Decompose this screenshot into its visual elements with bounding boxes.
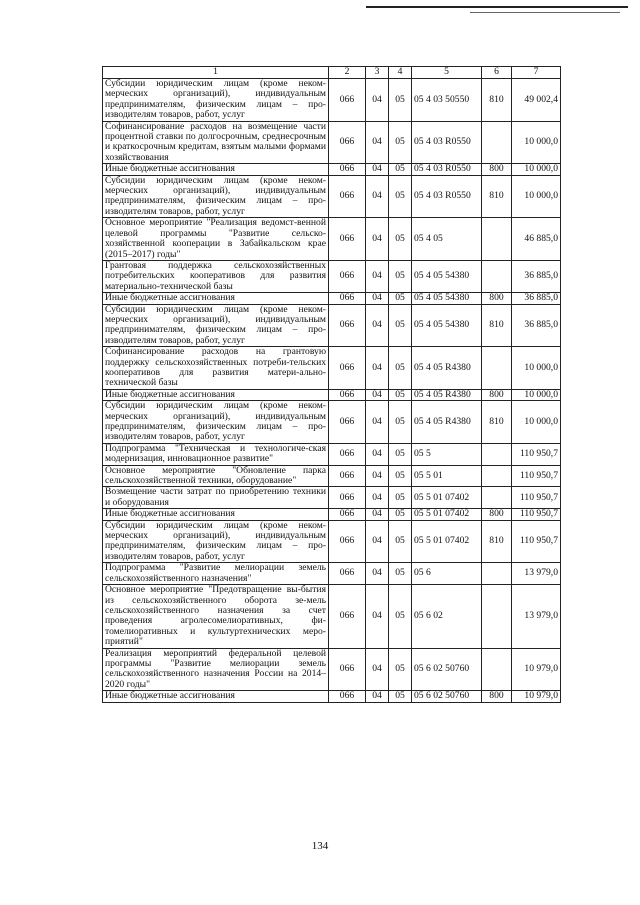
row-expense-type — [482, 648, 512, 691]
row-amount: 10 000,0 — [512, 164, 561, 175]
row-section: 04 — [366, 585, 389, 648]
row-ministry-code: 066 — [329, 389, 366, 400]
header-col-7: 7 — [512, 67, 561, 79]
row-ministry-code: 066 — [329, 347, 366, 390]
row-target-article: 05 5 01 07402 — [412, 509, 482, 520]
row-expense-type: 810 — [482, 304, 512, 347]
row-name: Реализация мероприятий федеральной целевой программы "Развитие мелиорации земель сельскохозяйственного назначения России на 2014–2020 годы" — [103, 648, 329, 691]
table-row — [103, 563, 561, 585]
row-target-article: 05 4 03 R0550 — [412, 175, 482, 218]
row-expense-type: 810 — [482, 401, 512, 444]
row-subsection: 05 — [389, 509, 412, 520]
row-target-article: 05 4 03 R0550 — [412, 164, 482, 175]
row-target-article: 05 5 01 07402 — [412, 520, 482, 563]
row-amount: 10 000,0 — [512, 347, 561, 390]
table-row — [103, 164, 561, 175]
table-row — [103, 691, 561, 702]
table-row — [103, 218, 561, 261]
row-amount: 10 000,0 — [512, 175, 561, 218]
row-ministry-code: 066 — [329, 175, 366, 218]
row-section: 04 — [366, 79, 389, 122]
header-col-1: 1 — [103, 67, 329, 79]
row-target-article: 05 4 05 R4380 — [412, 401, 482, 444]
row-subsection: 05 — [389, 648, 412, 691]
row-target-article: 05 4 05 R4380 — [412, 389, 482, 400]
row-expense-type: 800 — [482, 389, 512, 400]
row-name: Иные бюджетные ассигнования — [103, 293, 329, 304]
header-row — [103, 67, 561, 79]
row-section: 04 — [366, 218, 389, 261]
row-name: Грантовая поддержка сельскохозяйственных потребительских кооперативов для развития материально-технической базы — [103, 260, 329, 292]
row-amount: 110 950,7 — [512, 465, 561, 487]
table-row — [103, 648, 561, 691]
row-subsection: 05 — [389, 520, 412, 563]
row-expense-type: 810 — [482, 520, 512, 563]
row-ministry-code: 066 — [329, 487, 366, 509]
row-section: 04 — [366, 443, 389, 465]
row-ministry-code: 066 — [329, 79, 366, 122]
budget-table — [102, 66, 561, 703]
row-target-article: 05 5 01 07402 — [412, 487, 482, 509]
row-target-article: 05 4 05 54380 — [412, 293, 482, 304]
row-amount: 10 979,0 — [512, 648, 561, 691]
row-subsection: 05 — [389, 563, 412, 585]
row-subsection: 05 — [389, 691, 412, 702]
row-section: 04 — [366, 563, 389, 585]
header-col-5: 5 — [412, 67, 482, 79]
row-name: Подпрограмма "Техническая и технологиче-ская модернизация, инновационное развитие" — [103, 443, 329, 465]
row-ministry-code: 066 — [329, 121, 366, 164]
table-row — [103, 293, 561, 304]
row-target-article: 05 6 02 50760 — [412, 648, 482, 691]
row-name: Основное мероприятие "Реализация ведомст-венной целевой программы "Развитие сельско-хозяйственной кооперации в Забайкальском крае (2015–2017) годы" — [103, 218, 329, 261]
row-ministry-code: 066 — [329, 164, 366, 175]
row-section: 04 — [366, 389, 389, 400]
header-col-4: 4 — [389, 67, 412, 79]
row-expense-type — [482, 443, 512, 465]
row-section: 04 — [366, 465, 389, 487]
row-name: Субсидии юридическим лицам (кроме неком-мерческих организаций), индивидуальным предпринимателям, физическим лицам – про-изводителям товаров, работ, услуг — [103, 401, 329, 444]
row-subsection: 05 — [389, 389, 412, 400]
row-ministry-code: 066 — [329, 260, 366, 292]
row-amount: 36 885,0 — [512, 304, 561, 347]
row-subsection: 05 — [389, 585, 412, 648]
row-subsection: 05 — [389, 260, 412, 292]
row-amount: 10 000,0 — [512, 389, 561, 400]
row-expense-type — [482, 487, 512, 509]
row-section: 04 — [366, 260, 389, 292]
row-ministry-code: 066 — [329, 401, 366, 444]
row-section: 04 — [366, 691, 389, 702]
row-target-article: 05 6 02 50760 — [412, 691, 482, 702]
row-subsection: 05 — [389, 465, 412, 487]
row-amount: 110 950,7 — [512, 520, 561, 563]
row-target-article: 05 4 05 54380 — [412, 260, 482, 292]
header-col-6: 6 — [482, 67, 512, 79]
row-expense-type: 810 — [482, 175, 512, 218]
row-section: 04 — [366, 293, 389, 304]
row-section: 04 — [366, 520, 389, 563]
table-row — [103, 401, 561, 444]
row-ministry-code: 066 — [329, 465, 366, 487]
row-section: 04 — [366, 121, 389, 164]
table-row — [103, 509, 561, 520]
row-amount: 10 979,0 — [512, 691, 561, 702]
row-amount: 110 950,7 — [512, 509, 561, 520]
row-name: Иные бюджетные ассигнования — [103, 691, 329, 702]
row-expense-type — [482, 465, 512, 487]
row-amount: 36 885,0 — [512, 260, 561, 292]
table-row — [103, 487, 561, 509]
row-ministry-code: 066 — [329, 648, 366, 691]
row-section: 04 — [366, 648, 389, 691]
row-section: 04 — [366, 304, 389, 347]
row-amount: 13 979,0 — [512, 585, 561, 648]
top-rule — [366, 6, 628, 8]
table-row — [103, 121, 561, 164]
row-name: Основное мероприятие "Обновление парка сельскохозяйственной техники, оборудование" — [103, 465, 329, 487]
row-ministry-code: 066 — [329, 520, 366, 563]
row-name: Основное мероприятие "Предотвращение вы-бытия из сельскохозяйственного оборота зе-мель сельскохозяйственного назначения за счет проведения агролесомелиоративных, фи-томелиоративных и культуртехнических меро-приятий" — [103, 585, 329, 648]
row-expense-type — [482, 121, 512, 164]
row-section: 04 — [366, 175, 389, 218]
header-col-2: 2 — [329, 67, 366, 79]
row-target-article: 05 4 05 R4380 — [412, 347, 482, 390]
row-amount: 10 000,0 — [512, 401, 561, 444]
row-expense-type: 810 — [482, 79, 512, 122]
row-subsection: 05 — [389, 401, 412, 444]
row-name: Софинансирование расходов на возмещение части процентной ставки по долгосрочным, среднесрочным и краткосрочным кредитам, взятым малыми формами хозяйствования — [103, 121, 329, 164]
row-expense-type — [482, 585, 512, 648]
row-name: Субсидии юридическим лицам (кроме неком-мерческих организаций), индивидуальным предпринимателям, физическим лицам – про-изводителям товаров, работ, услуг — [103, 520, 329, 563]
row-expense-type — [482, 218, 512, 261]
table-row — [103, 304, 561, 347]
row-subsection: 05 — [389, 218, 412, 261]
row-expense-type: 800 — [482, 691, 512, 702]
row-name: Субсидии юридическим лицам (кроме неком-мерческих организаций), индивидуальным предпринимателям, физическим лицам – про-изводителям товаров, работ, услуг — [103, 304, 329, 347]
row-name: Иные бюджетные ассигнования — [103, 164, 329, 175]
row-subsection: 05 — [389, 121, 412, 164]
row-section: 04 — [366, 509, 389, 520]
table-row — [103, 389, 561, 400]
row-target-article: 05 6 — [412, 563, 482, 585]
table-row — [103, 347, 561, 390]
row-expense-type: 800 — [482, 293, 512, 304]
row-section: 04 — [366, 164, 389, 175]
row-subsection: 05 — [389, 164, 412, 175]
row-subsection: 05 — [389, 487, 412, 509]
header-col-3: 3 — [366, 67, 389, 79]
row-subsection: 05 — [389, 79, 412, 122]
row-subsection: 05 — [389, 304, 412, 347]
table-row — [103, 260, 561, 292]
row-name: Субсидии юридическим лицам (кроме неком-мерческих организаций), индивидуальным предпринимателям, физическим лицам – про-изводителям товаров, работ, услуг — [103, 175, 329, 218]
row-section: 04 — [366, 347, 389, 390]
row-ministry-code: 066 — [329, 304, 366, 347]
row-ministry-code: 066 — [329, 585, 366, 648]
row-target-article: 05 5 01 — [412, 465, 482, 487]
row-target-article: 05 4 03 50550 — [412, 79, 482, 122]
table-row — [103, 79, 561, 122]
row-ministry-code: 066 — [329, 563, 366, 585]
row-ministry-code: 066 — [329, 218, 366, 261]
row-ministry-code: 066 — [329, 443, 366, 465]
row-subsection: 05 — [389, 443, 412, 465]
row-name: Иные бюджетные ассигнования — [103, 509, 329, 520]
row-target-article: 05 6 02 — [412, 585, 482, 648]
row-amount: 49 002,4 — [512, 79, 561, 122]
row-subsection: 05 — [389, 293, 412, 304]
row-subsection: 05 — [389, 347, 412, 390]
table-row — [103, 175, 561, 218]
row-section: 04 — [366, 401, 389, 444]
row-target-article: 05 5 — [412, 443, 482, 465]
row-name: Возмещение части затрат по приобретению техники и оборудования — [103, 487, 329, 509]
row-name: Иные бюджетные ассигнования — [103, 389, 329, 400]
page-number: 134 — [311, 840, 329, 852]
table-row — [103, 520, 561, 563]
row-amount: 36 885,0 — [512, 293, 561, 304]
row-amount: 46 885,0 — [512, 218, 561, 261]
row-name: Подпрограмма "Развитие мелиорации земель сельскохозяйственного назначения" — [103, 563, 329, 585]
row-expense-type — [482, 563, 512, 585]
row-amount: 110 950,7 — [512, 443, 561, 465]
row-subsection: 05 — [389, 175, 412, 218]
row-name: Софинансирование расходов на грантовую поддержку сельскохозяйственных потреби-тельских кооперативов для развития матери-ально-технической базы — [103, 347, 329, 390]
row-section: 04 — [366, 487, 389, 509]
row-expense-type — [482, 260, 512, 292]
row-ministry-code: 066 — [329, 509, 366, 520]
table-row — [103, 443, 561, 465]
row-target-article: 05 4 05 — [412, 218, 482, 261]
table-row — [103, 585, 561, 648]
row-expense-type: 800 — [482, 509, 512, 520]
row-amount: 110 950,7 — [512, 487, 561, 509]
row-target-article: 05 4 03 R0550 — [412, 121, 482, 164]
row-name: Субсидии юридическим лицам (кроме неком-мерческих организаций), индивидуальным предпринимателям, физическим лицам – про-изводителям товаров, работ, услуг — [103, 79, 329, 122]
row-amount: 13 979,0 — [512, 563, 561, 585]
row-target-article: 05 4 05 54380 — [412, 304, 482, 347]
row-expense-type — [482, 347, 512, 390]
top-rule-secondary — [470, 12, 620, 13]
row-expense-type: 800 — [482, 164, 512, 175]
row-ministry-code: 066 — [329, 691, 366, 702]
row-ministry-code: 066 — [329, 293, 366, 304]
table-row — [103, 465, 561, 487]
row-amount: 10 000,0 — [512, 121, 561, 164]
